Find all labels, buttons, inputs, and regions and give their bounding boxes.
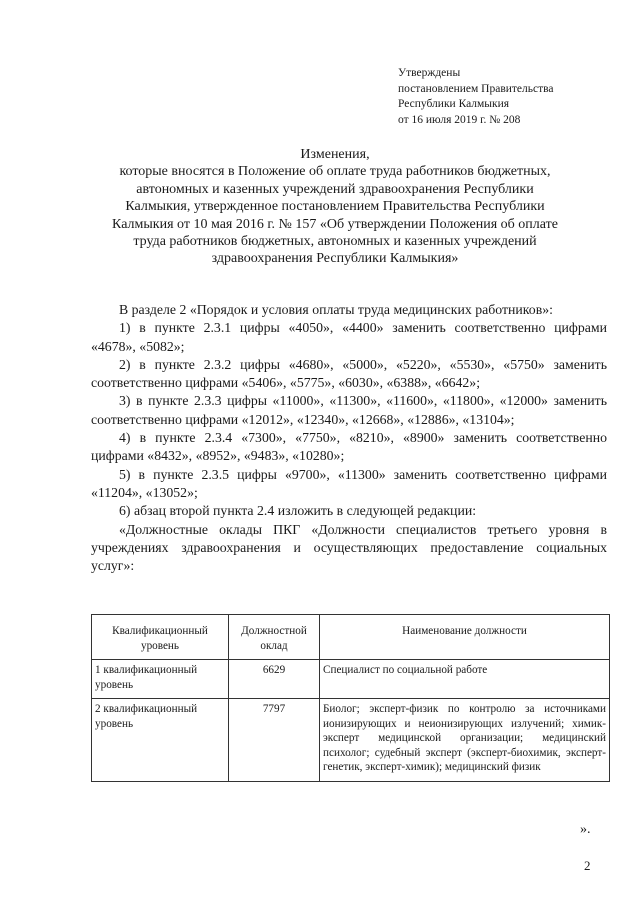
salary-table xyxy=(91,614,610,782)
header-salary: Должностной оклад xyxy=(229,615,320,660)
closing-quote: ». xyxy=(580,822,591,837)
table-row xyxy=(92,699,610,782)
document-title xyxy=(70,146,600,268)
change-item-2: 2) в пункте 2.3.2 цифры «4680», «5000», «5220», «5530», «5750» заменить соответственно цифрами «5406», «5775», «6030», «6388», «6642»; xyxy=(91,356,607,391)
cell-positions: Специалист по социальной работе xyxy=(320,660,610,699)
table-header-row xyxy=(92,615,610,660)
title-line: Калмыкия, утвержденное постановлением Правительства Республики xyxy=(125,199,545,215)
approval-line: Утверждены xyxy=(398,67,461,79)
quoted-paragraph: «Должностные оклады ПКГ «Должности специалистов третьего уровня в учреждениях здравоохранения и осуществляющих предоставление социальных услуг»: xyxy=(91,521,607,574)
document-body xyxy=(91,301,607,575)
change-item-5: 5) в пункте 2.3.5 цифры «9700», «11300» заменить соответственно цифрами «11204», «13052»; xyxy=(91,466,607,500)
change-item-1: 1) в пункте 2.3.1 цифры «4050», «4400» заменить соответственно цифрами «4678», «5082»; xyxy=(91,320,607,354)
title-line: Калмыкия от 10 мая 2016 г. № 157 «Об утверждении Положения об оплате xyxy=(112,216,558,232)
header-position: Наименование должности xyxy=(320,615,610,660)
cell-salary: 6629 xyxy=(229,660,320,699)
approval-line: постановлением Правительства xyxy=(398,82,554,95)
page-number: 2 xyxy=(584,858,591,873)
cell-level: 1 квалификационный уровень xyxy=(92,660,229,699)
approval-block xyxy=(398,66,554,128)
change-item-3: 3) в пункте 2.3.3 цифры «11000», «11300», «11600», «11800», «12000» заменить соответственно цифрами «12012», «12340», «12668», «12886», «13104»; xyxy=(91,393,607,427)
approval-line: от 16 июля 2019 г. № 208 xyxy=(398,113,521,126)
cell-positions: Биолог; эксперт-физик по контролю за источниками ионизирующих и неионизирующих излучений; химик-эксперт медицинской организации; медицинский психолог; судебный эксперт (эксперт-биохимик, эксперт-генетик, эксперт-химик); медицинский физик xyxy=(320,699,610,782)
title-line: труда работников бюджетных, автономных и казенных учреждений xyxy=(133,234,537,250)
intro-paragraph: В разделе 2 «Порядок и условия оплаты труда медицинских работников»: xyxy=(119,302,553,317)
title-heading: Изменения, xyxy=(300,147,370,162)
cell-level: 2 квалификационный уровень xyxy=(92,699,229,782)
title-line: автономных и казенных учреждений здравоохранения Республики xyxy=(136,181,534,197)
change-item-6: 6) абзац второй пункта 2.4 изложить в следующей редакции: xyxy=(119,503,477,519)
table-row xyxy=(92,660,610,699)
header-level: Квалификационный уровень xyxy=(92,615,229,660)
title-line: которые вносятся в Положение об оплате труда работников бюджетных, xyxy=(119,164,551,180)
cell-salary: 7797 xyxy=(229,699,320,782)
change-item-4: 4) в пункте 2.3.4 «7300», «7750», «8210», «8900» заменить соответственно цифрами «8432», «8952», «9483», «10280»; xyxy=(91,430,607,464)
title-line: здравоохранения Республики Калмыкия» xyxy=(211,251,459,267)
approval-line: Республики Калмыкия xyxy=(398,98,510,110)
